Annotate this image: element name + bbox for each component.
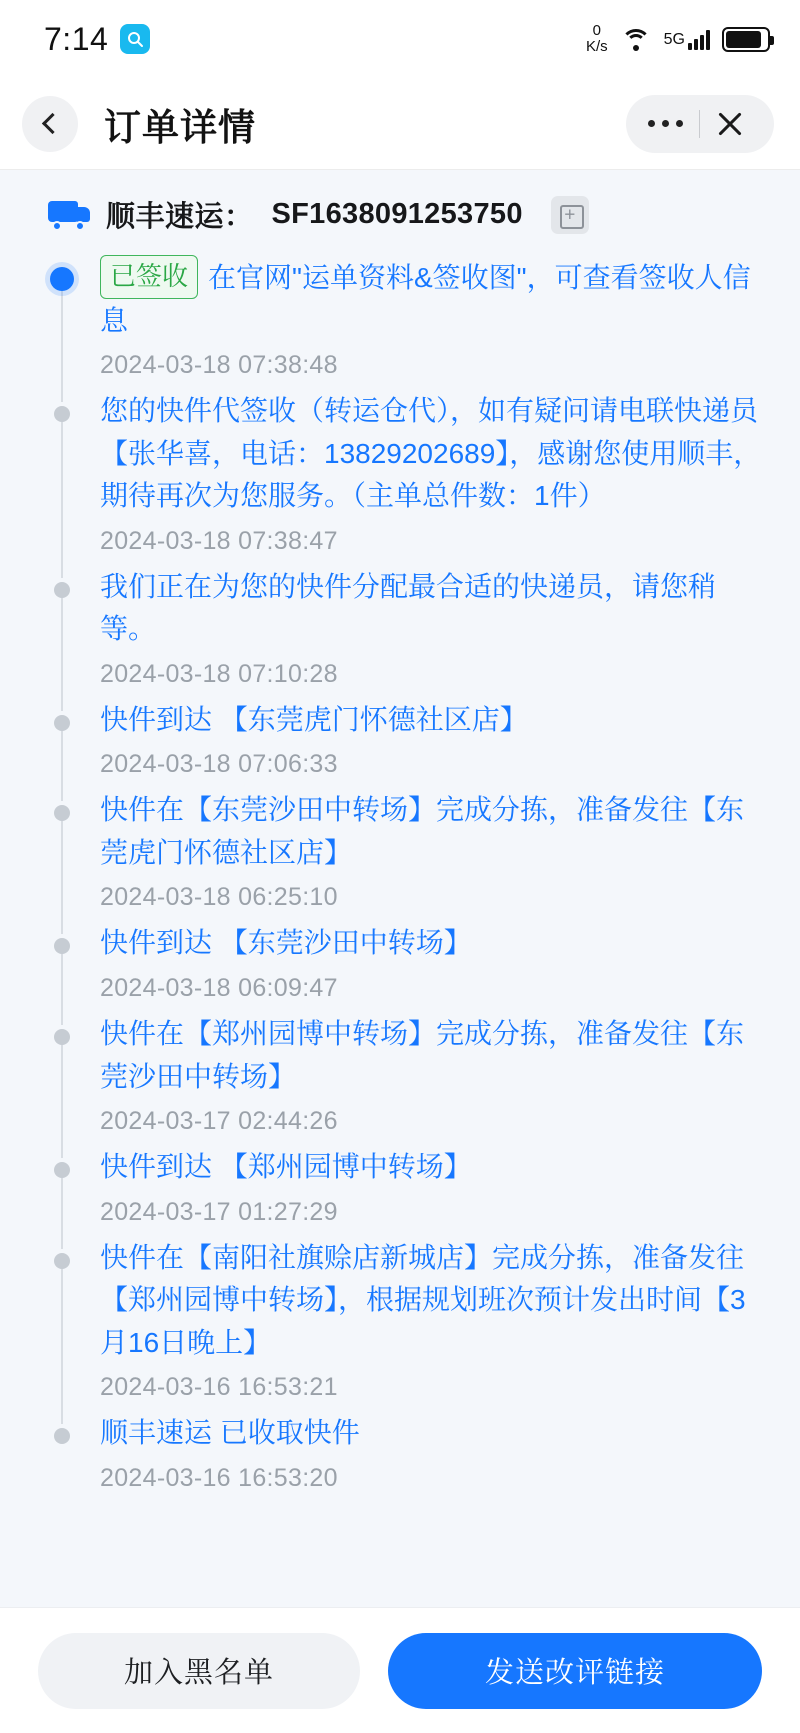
timeline-dot: [54, 1428, 70, 1444]
close-icon[interactable]: [716, 110, 744, 138]
timeline-time: 2024-03-16 16:53:21: [100, 1373, 338, 1402]
timeline-time: 2024-03-18 07:10:28: [100, 659, 338, 688]
timeline-dot: [54, 1029, 70, 1045]
header-actions: [626, 95, 774, 153]
wifi-icon: [620, 27, 652, 51]
network-speed-unit: K/s: [585, 38, 608, 55]
tracking-scroll-area[interactable]: [0, 170, 800, 1607]
timeline-dot: [54, 1162, 70, 1178]
network-speed-indicator: [586, 23, 608, 55]
add-to-blacklist-button[interactable]: 加入黑名单: [38, 1633, 360, 1709]
timeline-item: [48, 390, 764, 566]
timeline-item: [48, 789, 764, 922]
timeline-item: [48, 699, 764, 790]
status-bar-left: [44, 21, 150, 58]
timeline-text: 快件在【东莞沙田中转场】完成分拣，准备发往【东莞虎门怀德社区店】: [100, 794, 745, 868]
timeline-time: 2024-03-18 07:38:47: [100, 526, 338, 555]
battery-icon: [722, 27, 770, 52]
delivery-truck-icon: [48, 198, 92, 232]
timeline-time: 2024-03-18 07:38:48: [100, 351, 338, 380]
status-bar-right: [586, 23, 770, 55]
search-icon[interactable]: [120, 24, 150, 54]
timeline-text: 快件到达 【郑州园博中转场】: [100, 1151, 472, 1183]
timeline-text: 您的快件代签收（转运仓代），如有疑问请电联快递员【张华喜，电话：13829202689】，感谢您使用顺丰，期待再次为您服务。（主单总件数：1件）: [100, 395, 762, 512]
page-title: 订单详情: [104, 106, 256, 148]
timeline-dot: [54, 406, 70, 422]
order-detail-content: [0, 170, 800, 1607]
timeline-text: 我们正在为您的快件分配最合适的快递员，请您稍等。: [100, 570, 717, 645]
timeline-time: 2024-03-16 16:53:20: [100, 1463, 338, 1492]
more-options-icon[interactable]: [648, 120, 683, 127]
app-header: [0, 78, 800, 170]
timeline-dot: [54, 1253, 70, 1269]
timeline-item: [48, 1013, 764, 1146]
timeline-text: 快件在【南阳社旗赊店新城店】完成分拣，准备发往 【郑州园博中转场】，根据规划班次预计发出时间【3月16日晚上】: [100, 1241, 746, 1358]
timeline-dot: [54, 582, 70, 598]
timeline-item: [48, 1146, 764, 1237]
timeline-dot: [54, 715, 70, 731]
timeline-dot: [54, 805, 70, 821]
send-review-link-button[interactable]: 发送改评链接: [388, 1633, 762, 1709]
network-speed-value: 0: [592, 22, 601, 40]
status-badge: 已签收: [100, 255, 198, 299]
timeline-text: 快件到达 【东莞沙田中转场】: [100, 927, 472, 959]
timeline-time: 2024-03-17 01:27:29: [100, 1197, 338, 1226]
timeline-time: 2024-03-18 06:09:47: [100, 974, 338, 1003]
tracking-number[interactable]: SF1638091253750: [271, 198, 523, 230]
timeline-item: [48, 1237, 764, 1413]
carrier-row: [0, 170, 800, 247]
timeline-item: [48, 1412, 764, 1503]
timeline-time: 2024-03-18 07:06:33: [100, 750, 338, 779]
timeline-item: [48, 255, 764, 390]
back-button[interactable]: [22, 96, 78, 152]
timeline-dot: [54, 938, 70, 954]
status-bar: [0, 0, 800, 78]
status-clock: 7:14: [44, 20, 109, 57]
timeline-text-wrap: [100, 255, 764, 342]
timeline-time: 2024-03-17 02:44:26: [100, 1107, 338, 1136]
timeline-time: 2024-03-18 06:25:10: [100, 883, 338, 912]
copy-icon[interactable]: [551, 196, 589, 234]
back-chevron-icon: [42, 113, 63, 134]
timeline-text: 快件到达 【东莞虎门怀德社区店】: [100, 703, 528, 735]
carrier-label: 顺丰速运：: [106, 201, 254, 233]
tracking-timeline: [0, 247, 800, 1533]
timeline-text: 快件在【郑州园博中转场】完成分拣，准备发往【东莞沙田中转场】: [100, 1018, 745, 1092]
timeline-text: 顺丰速运 已收取快件: [100, 1417, 360, 1449]
timeline-dot: [50, 267, 74, 291]
cellular-signal-icon: [664, 28, 710, 50]
timeline-item: [48, 566, 764, 699]
timeline-item: [48, 922, 764, 1013]
timeline-text: 在官网"运单资料&签收图"，可查看签收人信息: [100, 262, 751, 336]
divider: [699, 110, 700, 138]
network-type-label: 5G: [663, 31, 685, 48]
